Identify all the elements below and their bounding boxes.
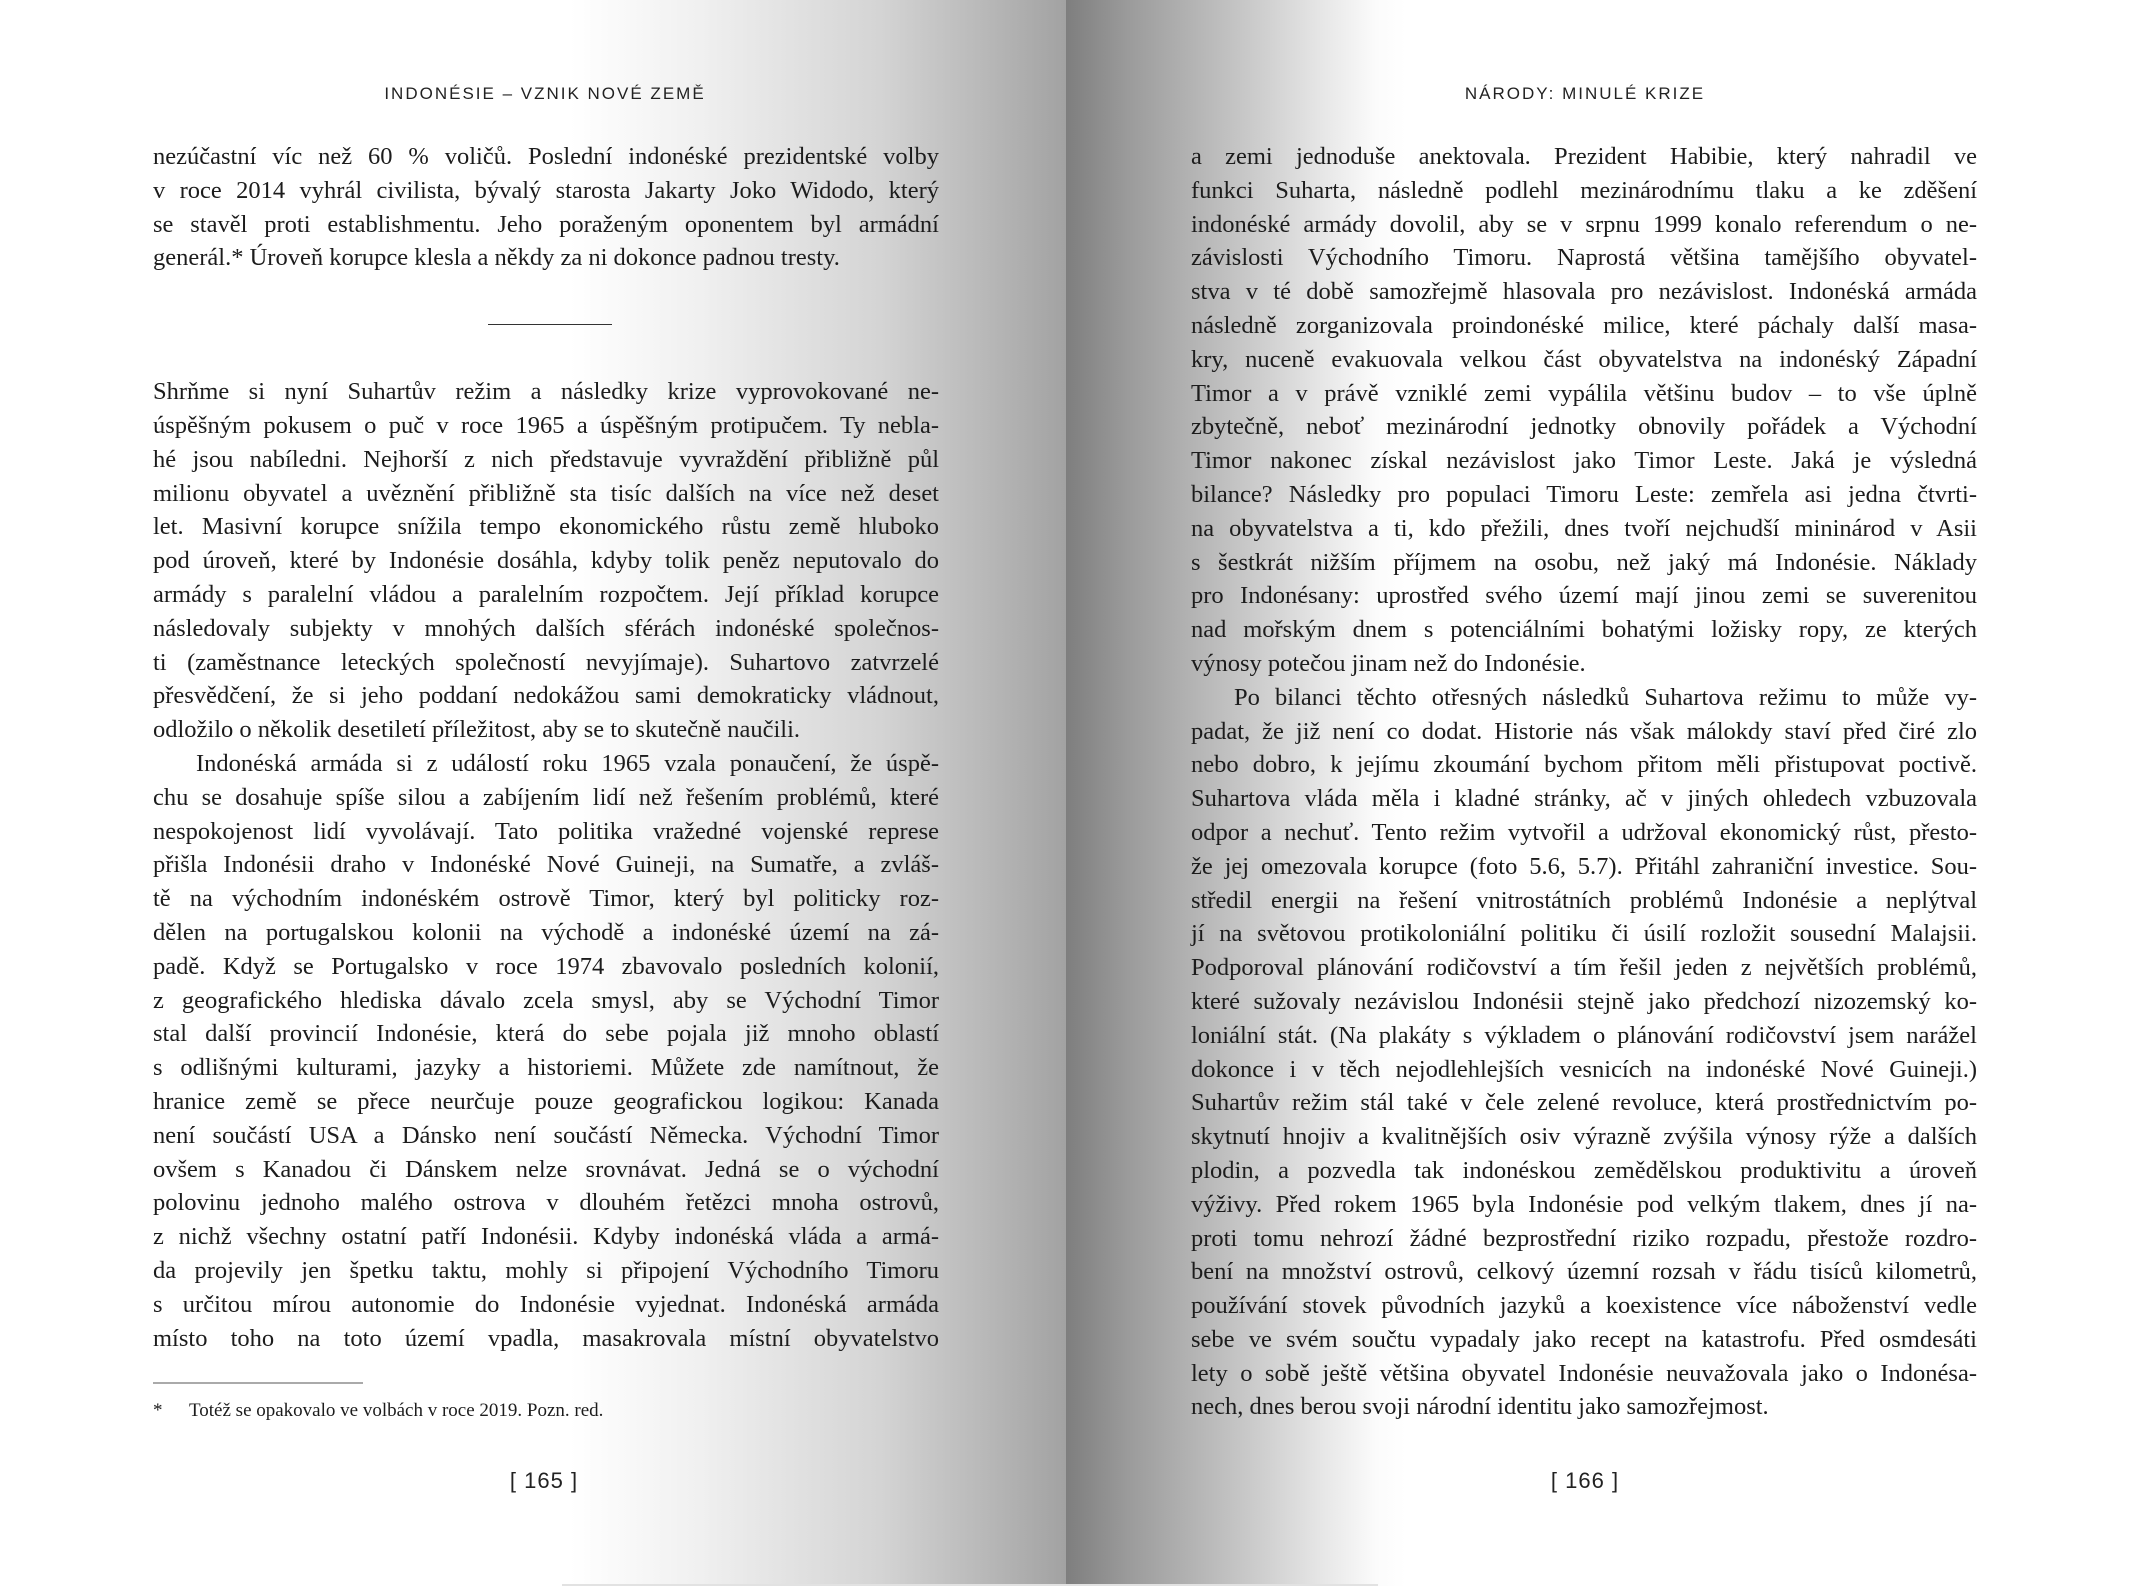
text-line: kry, nuceně evakuovala velkou část obyvatelstva na indonéský Západní — [1191, 345, 1977, 373]
text-line: proti tomu nehrozí žádné bezprostřední riziko rozpadu, přestože rozdro- — [1191, 1224, 1977, 1252]
text-line: Timor a v právě vzniklé zemi vypálila většinu budov – to vše úplně — [1191, 379, 1977, 407]
text-line: loniální stát. (Na plakáty s výkladem o plánování rodičovství jsem narážel — [1191, 1021, 1977, 1049]
text-line: s určitou mírou autonomie do Indonésie vyjednat. Indonéská armáda — [153, 1290, 939, 1318]
text-line: milionu obyvatel a uvěznění přibližně sta tisíc dalších na více než deset — [153, 479, 939, 507]
paragraph — [1191, 681, 1977, 1425]
text-line: a zemi jednoduše anektovala. Prezident Habibie, který nahradil ve — [1191, 143, 1977, 170]
text-line: z nichž všechny ostatní patří Indonésii. Kdyby indonéská vláda a armá- — [153, 1223, 939, 1251]
page-number-right: [ 166 ] — [1550, 1468, 1620, 1493]
text-line: dělen na portugalskou kolonii na východě a indonéské území na zá- — [153, 918, 939, 946]
text-line: hé jsou nabíledni. Nejhorší z nich představuje vyvraždění přibližně půl — [153, 445, 939, 473]
text-line: které sužovaly nezávislou Indonésii stejně jako předchozí nizozemský ko- — [1191, 987, 1977, 1015]
text-line: Shrňme si nyní Suhartův režim a následky krize vyprovokované ne- — [153, 378, 939, 406]
text-line: sebe ve svém součtu vypadaly jako recept na katastrofu. Před osmdesáti — [1191, 1325, 1977, 1353]
text-block-before-break — [153, 140, 939, 275]
page-number-left: [ 165 ] — [509, 1468, 579, 1493]
text-line: ti (zaměstnance leteckých společností nevyjímaje). Suhartovo zatvrzelé — [153, 648, 939, 676]
text-line: dokonce i v těch nejodlehlejších vesnicích na indonéské Nové Guineji.) — [1191, 1055, 1977, 1083]
paragraph — [153, 375, 939, 747]
text-line: da projevily jen špetku taktu, mohly si připojení Východního Timoru — [153, 1256, 939, 1284]
text-line: stva v té době samozřejmě hlasovala pro nezávislost. Indonéská armáda — [1191, 278, 1977, 306]
text-line: nezúčastní víc než 60 % voličů. Poslední indonéské prezidentské volby — [153, 143, 939, 170]
text-line: hranice země se přece neurčuje pouze geografickou logikou: Kanada — [153, 1087, 939, 1115]
text-line: plodin, a pozvedla tak indonéskou zemědělskou produktivitu a úroveň — [1191, 1156, 1977, 1184]
text-line: není součástí USA a Dánsko není součástí Německa. Východní Timor — [153, 1121, 939, 1149]
text-line: Indonéská armáda si z událostí roku 1965 vzala ponaučení, že úspě- — [196, 749, 939, 777]
text-line: tě na východním indonéském ostrově Timor, který byl politicky roz- — [153, 885, 939, 913]
text-line: let. Masivní korupce snížila tempo ekonomického růstu země hluboko — [153, 513, 939, 541]
text-line: skytnutí hnojiv a kvalitnějších osiv výrazně zvýšila výnosy rýže a dalších — [1191, 1123, 1977, 1151]
text-line: z geografického hlediska dávalo zcela smysl, aby se Východní Timor — [153, 986, 939, 1014]
text-line: nech, dnes berou svoji národní identitu jako samozřejmost. — [1191, 1393, 1769, 1421]
text-line: indonéské armády dovolil, aby se v srpnu 1999 konalo referendum o ne- — [1191, 210, 1977, 238]
text-line: odložilo o několik desetiletí příležitost, aby se to skutečně naučili. — [153, 716, 801, 744]
text-line: odpor a nechuť. Tento režim vytvořil a udržoval ekonomický růst, přesto- — [1191, 818, 1977, 846]
footnote-marker: * — [153, 1400, 163, 1421]
text-line: následovaly subjekty v mnohých dalších sférách indonéské společnos- — [153, 614, 939, 642]
text-line: používání stovek původních jazyků a koexistence více náboženství vedle — [1191, 1292, 1977, 1320]
section-break-rule — [153, 275, 939, 375]
running-head-left: INDONÉSIE – VZNIK NOVÉ ZEMĚ — [384, 84, 706, 103]
text-line: přišla Indonésii draho v Indonéské Nové Guineji, na Sumatře, a zvláš- — [153, 851, 939, 879]
text-line: úspěšným pokusem o puč v roce 1965 a úspěšným protipučem. Ty nebla- — [153, 411, 939, 439]
text-line: bilance? Následky pro populaci Timoru Leste: zemřela asi jedna čtvrti- — [1191, 480, 1977, 508]
paragraph — [153, 747, 939, 1355]
text-block — [1191, 140, 1977, 1424]
text-line: místo toho na toto území vpadla, masakrovala místní obyvatelstvo — [153, 1324, 939, 1352]
text-line: pro Indonésany: uprostřed svého území mají jinou zemi se suverenitou — [1191, 582, 1977, 610]
text-line: padě. Když se Portugalsko v roce 1974 zbavovalo posledních kolonií, — [153, 952, 939, 980]
text-line: Suhartův režim stál také v čele zelené revoluce, která prostřednictvím po- — [1191, 1089, 1977, 1117]
running-head-right: NÁRODY: MINULÉ KRIZE — [1464, 84, 1706, 103]
text-line: jí na světovou protikoloniální politiku či úsilí rozložit sousední Malajsii. — [1191, 920, 1977, 948]
text-line: nespokojenost lidí vyvolávají. Tato politika vražedné vojenské represe — [153, 817, 939, 845]
text-line: výnosy potečou jinam než do Indonésie. — [1191, 649, 1586, 677]
text-line: nad mořským dnem s potenciálními bohatými ložisky ropy, ze kterých — [1191, 616, 1977, 644]
right-page — [1066, 0, 2132, 1586]
text-line: padat, že již není co dodat. Historie nás však málokdy staví před čiré zlo — [1191, 717, 1977, 745]
text-line: lety o sobě ještě většina obyvatel Indonésie neuvažovala jako o Indonésa- — [1191, 1359, 1977, 1387]
footnote — [153, 1400, 603, 1422]
left-page-body — [153, 140, 939, 1355]
text-line: s odlišnými kulturami, jazyky a historiemi. Můžete zde namítnout, že — [153, 1054, 939, 1082]
text-line: závislosti Východního Timoru. Naprostá většina tamějšího obyvatel- — [1191, 244, 1977, 272]
text-line: zbytečně, neboť mezinárodní jednotky obnovily pořádek a Východní — [1191, 413, 1977, 441]
text-line: Podporoval plánování rodičovství a tím řešil jeden z největších problémů, — [1191, 954, 1977, 982]
text-line: středil energii na řešení vnitrostátních problémů Indonésie a neplýtval — [1191, 886, 1977, 914]
text-line: pod úroveň, které by Indonésie dosáhla, kdyby tolik peněz neputovalo do — [153, 547, 939, 575]
text-block-after-break — [153, 375, 939, 1355]
text-line: v roce 2014 vyhrál civilista, bývalý starosta Jakarty Joko Widodo, který — [153, 176, 939, 204]
text-line: na obyvatelstva a ti, kdo přežili, dnes tvoří nejchudší mininárod v Asii — [1191, 514, 1977, 542]
text-line: bení na množství ostrovů, celkový územní rozsah v řádu tisíců kilometrů, — [1191, 1258, 1977, 1286]
text-line: Suhartova vláda měla i kladné stránky, ač v jiných ohledech vzbuzovala — [1191, 785, 1977, 813]
text-line: následně zorganizovala proindonéské milice, které páchaly další masa- — [1191, 311, 1977, 339]
text-line: funkci Suharta, následně podlehl mezinárodnímu tlaku a ke zděšení — [1191, 176, 1977, 204]
text-line: ovšem s Kanadou či Dánskem nelze srovnávat. Jedná se o východní — [153, 1155, 939, 1183]
text-line: se stavěl proti establishmentu. Jeho poraženým oponentem byl armádní — [153, 210, 939, 238]
text-line: výživy. Před rokem 1965 byla Indonésie pod velkým tlakem, dnes jí na- — [1191, 1190, 1977, 1218]
text-line: stal další provincií Indonésie, která do sebe pojala již mnoho oblastí — [153, 1020, 939, 1048]
right-page-body — [1191, 140, 1977, 1424]
text-line: nebo dobro, k jejímu zkoumání bychom přitom měli přistupovat poctivě. — [1191, 751, 1977, 779]
text-line: chu se dosahuje spíše silou a zabíjením lidí než řešením problémů, které — [153, 783, 939, 811]
footnote-text: Totéž se opakovalo ve volbách v roce 2019. Pozn. red. — [189, 1400, 604, 1421]
text-line: armády s paralelní vládou a paralelním rozpočtem. Její příklad korupce — [153, 580, 939, 608]
text-line: s šestkrát nižším příjmem na osobu, než jaký má Indonésie. Náklady — [1191, 548, 1977, 576]
text-line: že jej omezovala korupce (foto 5.6, 5.7). Přitáhl zahraniční investice. Sou- — [1191, 852, 1977, 880]
text-line: Po bilanci těchto otřesných následků Suhartova režimu to může vy- — [1234, 683, 1977, 711]
paragraph — [1191, 140, 1977, 681]
text-line: generál.* Úroveň korupce klesla a někdy za ni dokonce padnou tresty. — [153, 244, 840, 272]
footnote-rule — [153, 1382, 363, 1384]
text-line: polovinu jednoho malého ostrova v dlouhém řetězci mnoha ostrovů, — [153, 1189, 939, 1217]
text-line: přesvědčení, že si jeho poddaní nedokážou sami demokraticky vládnout, — [153, 682, 939, 710]
text-line: Timor nakonec získal nezávislost jako Timor Leste. Jaká je výsledná — [1191, 447, 1977, 475]
paragraph — [153, 140, 939, 275]
